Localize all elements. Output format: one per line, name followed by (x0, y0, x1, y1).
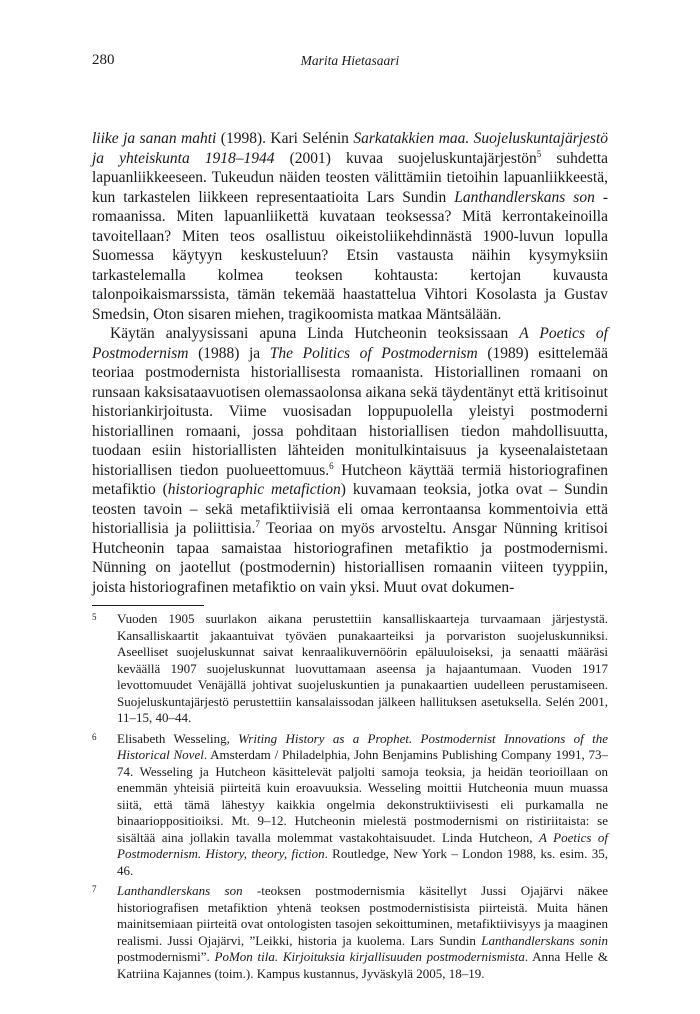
italic-title: A Poetics of Postmodernism. History, theory, fiction (117, 829, 608, 861)
footnote-separator (92, 605, 204, 606)
text-span: (1988) ja (188, 344, 270, 362)
italic-title: Lanthandlerskans sonin (481, 932, 609, 948)
italic-title: Sarkatakkien maa. Suojeluskuntajärjestö ja yhteiskunta 1918–1944 (92, 130, 609, 167)
footnote-ref[interactable]: 7 (255, 518, 260, 529)
text-span: (2001) kuvaa suojeluskuntajärjestön (274, 149, 537, 167)
text-span: Teoriaa on myös arvosteltu. Ansgar Nünning kritisoi Hutcheonin tapaa samaistaa historiografinen metafiktio ja postmodernismi. Nünning on jaotellut (postmodernin) historiallisen romaanin viiteen tyyppiin, joista historiografinen metafiktio on vain yksi. Muut ovat dokumen- (92, 520, 608, 596)
italic-title: PoMon tila. Kirjoituksia kirjallisuuden postmodernismista (214, 949, 525, 964)
footnote-number: 5 (92, 612, 97, 622)
footnote-text: . Anna Helle & Katriina Kajannes (toim.). Kampus kustannus, Jyväskylä 2005, 18–19. (117, 949, 608, 981)
running-head-author: Marita Hietasaari (300, 53, 400, 68)
footnote-ref[interactable]: 5 (536, 148, 542, 159)
footnote-text: postmodernismi”. (117, 949, 215, 964)
page-number: 280 (92, 52, 115, 68)
italic-title: Writing History as a Prophet. Postmodernist Innovations of the Historical Novel (117, 730, 608, 762)
footnote-ref[interactable]: 6 (329, 460, 334, 471)
text-span: -romaanissa. Miten lapuanliikettä kuvataan teoksessa? Mitä kerrontakeinoilla tavoitellaan? Miten teos osallistuu oikeistoliikehdinnästä 1900-luvun lopulla Suomessa käytyyn keskusteluun? Etsin vastausta näihin kysymyksiin tarkastelemalla kolmea teoksen kohtausta: kertojan kuvausta talonpoikaismarssista, tämän tekemää haastattelua Vihtori Kosolasta ja Gustav Smedsin, Oton sisaren miehen, tragikoomista matkaa Mäntsälään. (92, 188, 608, 323)
footnote-number: 7 (92, 884, 97, 894)
footnote-5 (92, 611, 608, 727)
page-header (92, 52, 608, 72)
main-text (92, 129, 608, 597)
text-span: Hutcheon käyttää termiä historiografinen metafiktio ( (92, 461, 608, 498)
italic-title: Lanthandlerskans son (117, 883, 243, 898)
text-span: suhdetta lapuanliikkeeseen. Tukeudun näiden teosten välittämiin tietoihin lapuanliikkeestä, kun tarkastelen liikkeen representaatioita Lars Sundin (92, 149, 609, 206)
text-span: (1998). Kari Selénin (216, 130, 354, 147)
italic-term: historiographic metafiction (167, 481, 341, 498)
footnote-text: -teoksen postmodernismia käsitellyt Jussi Ojajärvi näkee historiografisen metafiktion yhtenä teoksen postmodernistisista piirteistä. Muita hänen mainitsemiaan piirteitä ovat ontologisten tasojen sekoittuminen, metafiktiivisyys ja maaginen realismi. Jussi Ojajärvi, ”Leikki, historia ja kuolema. Lars Sundin (117, 883, 609, 948)
footnote-text: . Amsterdam / Philadelphia, John Benjamins Publishing Company 1991, 73–74. Wesseling ja Hutcheon käsittelevät paljolti samoja teoksia, ja heidän teorioillaan on enemmän yhteisiä piirteitä kuin eroavuuksia. Wesseling moittii Hutcheonia muun muassa siitä, että tämä lähestyy kaikkia ongelmia dekonstruktiivisesti eli purkamalla ne binaarioppositioiksi. Mt. 9–12. Hutcheonin mielestä postmodernismi on ristiriitaista: se sisältää aina jollakin tavalla molemmat vastakohtaisuudet. Linda Hutcheon, (117, 747, 608, 845)
text-span: (1989) esittelemää teoriaa postmodernista historiallisesta romaanista. Historiallinen romaani on runsaan kaksisataavuotisen olemassaolonsa aikana sekä täydentänyt että kritisoinut historiankirjoitusta. Viime vuosisadan loppupuolella yleistyi postmoderni historiallinen romaani, jossa pohditaan historiallisen tiedon mahdollisuutta, tuodaan esiin historiallisten lähteiden monitulkintaisuus ja kyseenalaistetaan historiallisen tiedon puolueettomuus. (92, 344, 608, 479)
italic-title: The Politics of Postmodernism (269, 344, 478, 362)
paragraph-2 (92, 324, 608, 597)
italic-title: liike ja sanan mahti (92, 130, 217, 147)
italic-title: A Poetics of Postmodernism (92, 325, 608, 362)
footnote-text: Vuoden 1905 suurlakon aikana perustettiin kansalliskaarteja turvaamaan järjestystä. Kansalliskaartit jakaantuivat työväen punakaarteiksi ja porvariston suojeluskunniksi. Aseelliset suojeluskunnat saivat kenraalikuvernöörin epäluuloiseksi, ja senaatti määräsi keväällä 1907 suojeluskunnat luovuttamaan aseensa ja hajaantumaan. Vuoden 1917 levottomuudet Venäjällä johtivat suojeluskuntien ja punakaartien uudelleen perustamiseen. Suojeluskuntajärjestö perustettiin kansalaissodan jälkeen hallituksen asetuksella. Selén 2001, 11–15, 40–44. (117, 611, 608, 725)
footnote-7 (92, 883, 608, 982)
italic-title: Lanthandlerskans son (454, 188, 595, 206)
footnote-number: 6 (92, 731, 97, 742)
paragraph-1 (92, 129, 608, 324)
text-span: Käytän analyysissani apuna Linda Hutcheonin teoksissaan (110, 325, 520, 342)
footnote-text: . Routledge, New York – London 1988, ks. esim. 35, 46. (117, 846, 608, 878)
footnotes (92, 611, 608, 986)
text-span: ) kuvamaan teoksia, jotka ovat – Sundin teosten tavoin – sekä metafiktiivisiä eli omaa kerrontaansa kommentoivia että historiallisia ja poliittisia. (92, 481, 608, 537)
footnote-6 (92, 731, 608, 880)
footnote-text: Elisabeth Wesseling, (117, 730, 239, 746)
